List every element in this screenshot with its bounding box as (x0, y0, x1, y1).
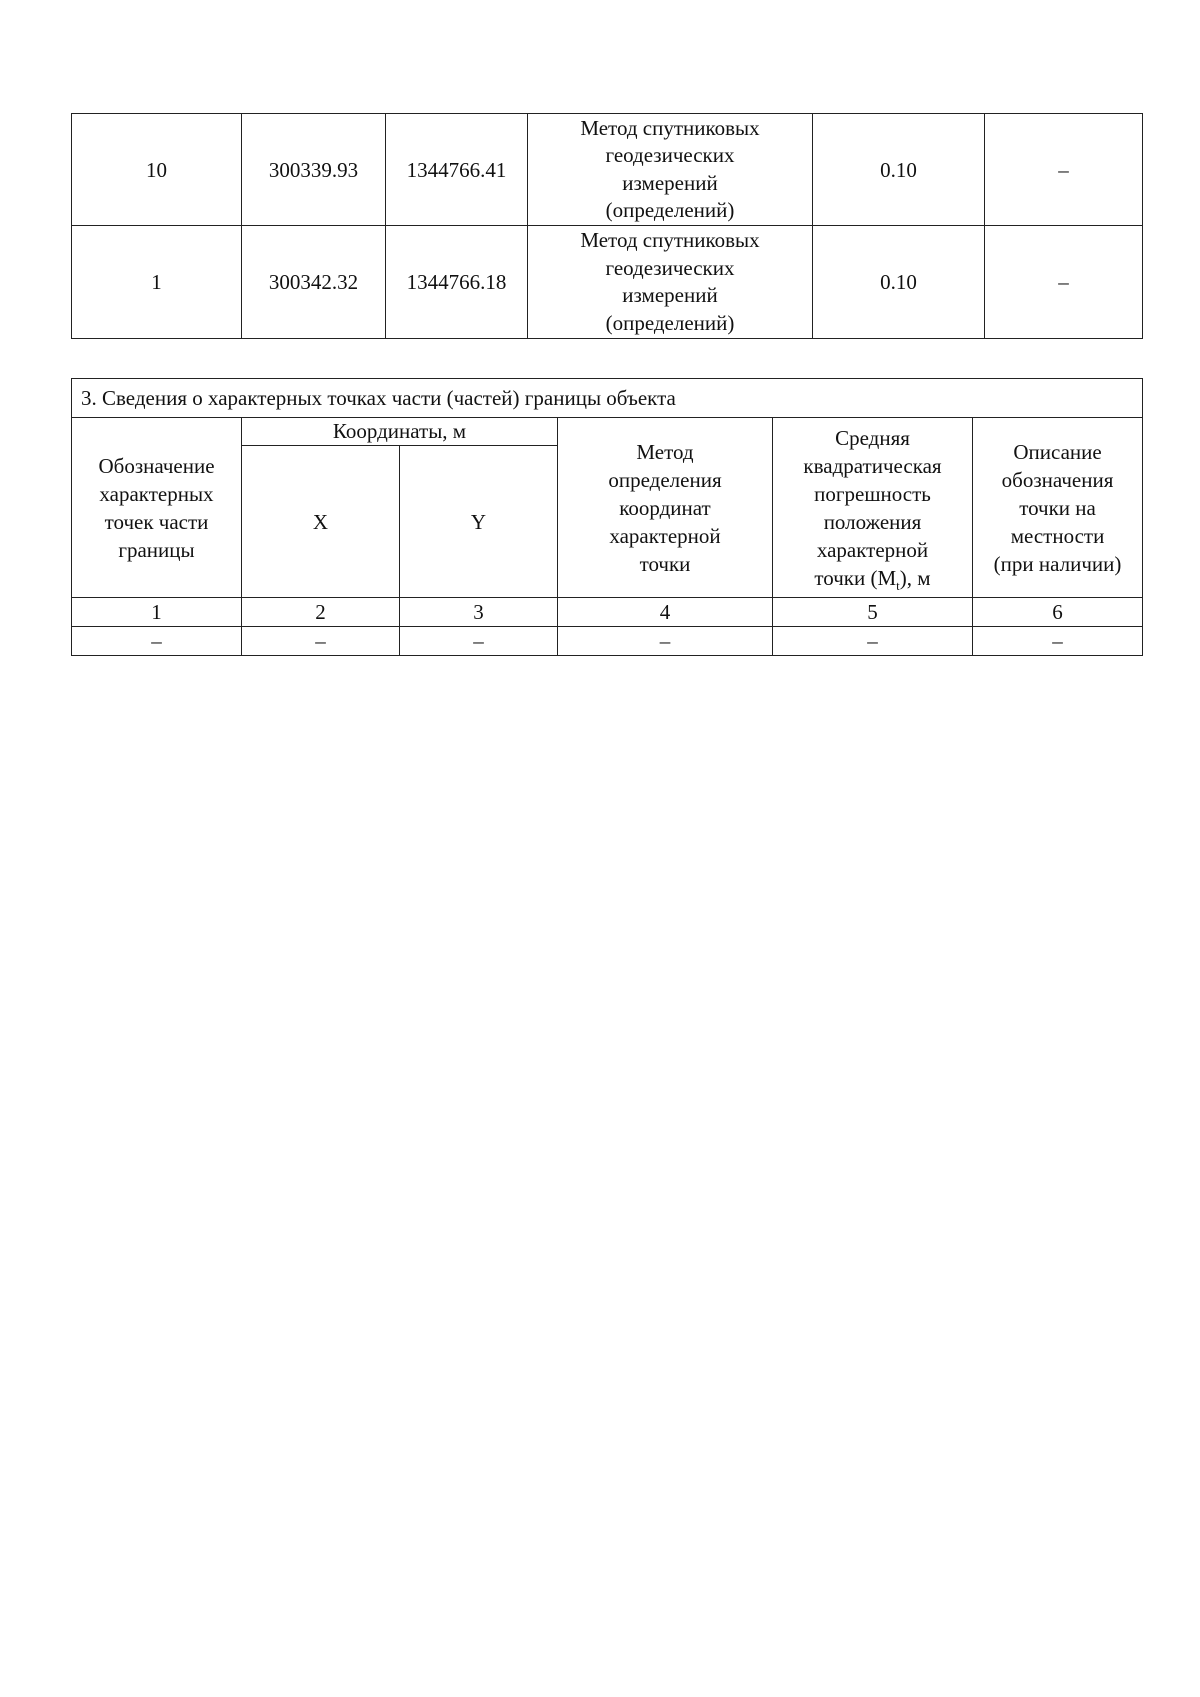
accuracy-header-text: Средняя квадратическая погрешность положения характерной точки (M (803, 425, 942, 590)
y-header: Y (400, 446, 558, 598)
table-cell: – (973, 627, 1143, 656)
section-title: 3. Сведения о характерных точках части (частей) границы объекта (72, 379, 1143, 418)
method-header: Метод определения координат характерной точки (558, 418, 773, 598)
description-cell: – (985, 114, 1143, 226)
point-id-cell: 10 (72, 114, 242, 226)
header-row (72, 418, 1143, 446)
accuracy-header-unit: ), м (899, 565, 931, 590)
column-numbers-row (72, 598, 1143, 627)
designation-header: Обозначение характерных точек части границы (72, 418, 242, 598)
accuracy-cell: 0.10 (813, 226, 985, 339)
column-number: 3 (400, 598, 558, 627)
part-boundary-points-table (71, 378, 1143, 656)
y-coordinate-cell: 1344766.41 (386, 114, 528, 226)
table-cell: – (72, 627, 242, 656)
column-number: 1 (72, 598, 242, 627)
description-cell: – (985, 226, 1143, 339)
column-number: 6 (973, 598, 1143, 627)
table-row (72, 627, 1143, 656)
accuracy-header-subscript: t (896, 577, 900, 593)
x-coordinate-cell: 300339.93 (242, 114, 386, 226)
column-number: 2 (242, 598, 400, 627)
table-row (72, 226, 1143, 339)
table-cell: – (400, 627, 558, 656)
coordinates-header: Координаты, м (242, 418, 558, 446)
table-cell: – (773, 627, 973, 656)
section-title-row (72, 379, 1143, 418)
y-coordinate-cell: 1344766.18 (386, 226, 528, 339)
x-coordinate-cell: 300342.32 (242, 226, 386, 339)
method-cell: Метод спутниковых геодезических измерений (определений) (528, 226, 813, 339)
table-row (72, 114, 1143, 226)
description-header: Описание обозначения точки на местности (при наличии) (973, 418, 1143, 598)
accuracy-cell: 0.10 (813, 114, 985, 226)
point-id-cell: 1 (72, 226, 242, 339)
method-cell: Метод спутниковых геодезических измерений (определений) (528, 114, 813, 226)
table-cell: – (558, 627, 773, 656)
boundary-points-table (71, 113, 1143, 339)
column-number: 4 (558, 598, 773, 627)
accuracy-header (773, 418, 973, 598)
column-number: 5 (773, 598, 973, 627)
x-header: X (242, 446, 400, 598)
table-cell: – (242, 627, 400, 656)
